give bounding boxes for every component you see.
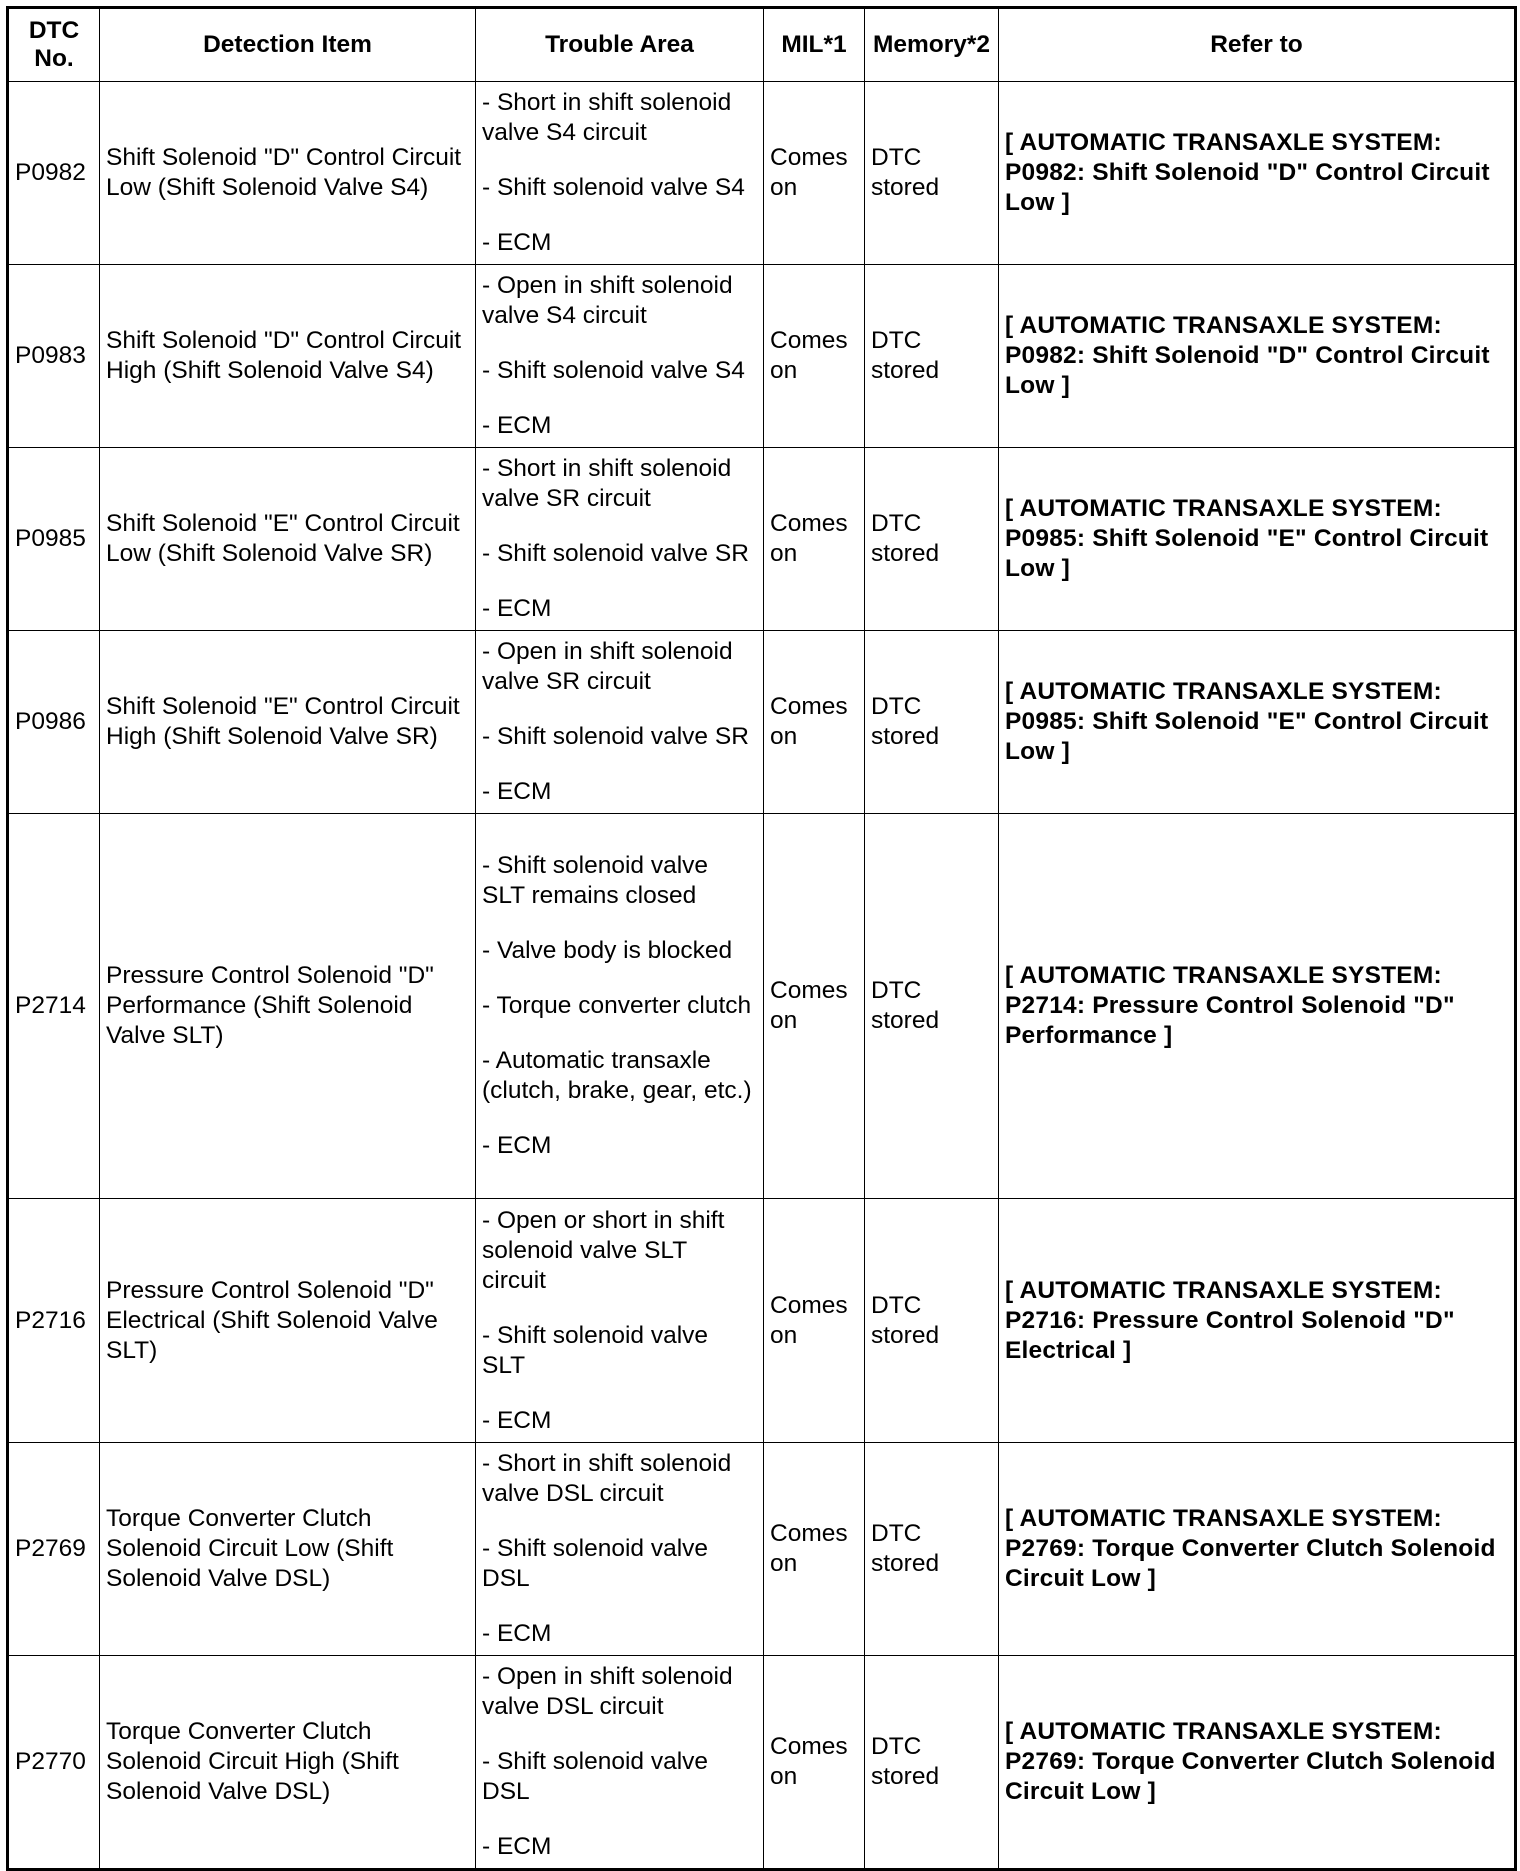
mil-status: Comes on [764,814,865,1199]
mil-status: Comes on [764,631,865,814]
trouble-area-item: - Torque converter clutch [482,992,752,1019]
refer-link-cell [999,82,1516,265]
refer-link[interactable]: [ AUTOMATIC TRANSAXLE SYSTEM: P2769: Torque Converter Clutch Solenoid Circuit Low ] [1005,1718,1496,1805]
trouble-area-item: - ECM [482,1132,552,1159]
trouble-area-item: - Shift solenoid valve SR [482,723,749,750]
detection-item: Shift Solenoid "D" Control Circuit Low (Shift Solenoid Valve S4) [100,82,476,265]
table-header-row [8,8,1516,82]
trouble-area [476,448,764,631]
refer-link-cell [999,814,1516,1199]
trouble-area-item: - Shift solenoid valve S4 [482,174,745,201]
trouble-area-item: - Shift solenoid valve S4 [482,357,745,384]
mil-status: Comes on [764,82,865,265]
detection-item: Pressure Control Solenoid "D" Performance (Shift Solenoid Valve SLT) [100,814,476,1199]
refer-link-cell [999,1656,1516,1870]
trouble-area-item: - ECM [482,1620,552,1647]
mil-status: Comes on [764,1443,865,1656]
table-row [8,265,1516,448]
refer-link[interactable]: [ AUTOMATIC TRANSAXLE SYSTEM: P0982: Shift Solenoid "D" Control Circuit Low ] [1005,312,1490,399]
header-refer-to: Refer to [999,8,1516,82]
table-row [8,448,1516,631]
refer-link-cell [999,448,1516,631]
dtc-code: P2769 [8,1443,100,1656]
trouble-area [476,265,764,448]
table-row [8,814,1516,1199]
detection-item: Torque Converter Clutch Solenoid Circuit High (Shift Solenoid Valve DSL) [100,1656,476,1870]
trouble-area-item: - ECM [482,229,552,256]
trouble-area-item: - Shift solenoid valve SLT remains closed [482,852,709,909]
trouble-area-item: - Automatic transaxle (clutch, brake, gear, etc.) [482,1047,752,1104]
trouble-area-item: - Shift solenoid valve SR [482,540,749,567]
dtc-code: P0983 [8,265,100,448]
refer-link[interactable]: [ AUTOMATIC TRANSAXLE SYSTEM: P2716: Pressure Control Solenoid "D" Electrical ] [1005,1276,1455,1364]
memory-status: DTC stored [865,1656,999,1870]
dtc-code: P0985 [8,448,100,631]
dtc-code: P2714 [8,814,100,1199]
table-row [8,631,1516,814]
refer-link-cell [999,631,1516,814]
dtc-code: P0986 [8,631,100,814]
trouble-area [476,631,764,814]
trouble-area-item: - Short in shift solenoid valve S4 circuit [482,89,732,146]
header-detection-item: Detection Item [100,8,476,82]
dtc-code: P2716 [8,1199,100,1443]
detection-item: Pressure Control Solenoid "D" Electrical (Shift Solenoid Valve SLT) [100,1199,476,1443]
trouble-area-item: - Shift solenoid valve DSL [482,1748,709,1805]
detection-item: Shift Solenoid "D" Control Circuit High (Shift Solenoid Valve S4) [100,265,476,448]
detection-item: Shift Solenoid "E" Control Circuit Low (Shift Solenoid Valve SR) [100,448,476,631]
trouble-area-item: - ECM [482,778,552,805]
table-row [8,1656,1516,1870]
refer-link[interactable]: [ AUTOMATIC TRANSAXLE SYSTEM: P0982: Shift Solenoid "D" Control Circuit Low ] [1005,129,1490,216]
header-dtc-no: DTC No. [8,8,100,82]
memory-status: DTC stored [865,631,999,814]
trouble-area [476,1443,764,1656]
refer-link[interactable]: [ AUTOMATIC TRANSAXLE SYSTEM: P2714: Pressure Control Solenoid "D" Performance ] [1005,962,1455,1049]
memory-status: DTC stored [865,82,999,265]
table-row [8,82,1516,265]
refer-link[interactable]: [ AUTOMATIC TRANSAXLE SYSTEM: P2769: Torque Converter Clutch Solenoid Circuit Low ] [1005,1505,1496,1592]
detection-item: Shift Solenoid "E" Control Circuit High (Shift Solenoid Valve SR) [100,631,476,814]
header-mil: MIL*1 [764,8,865,82]
header-trouble-area: Trouble Area [476,8,764,82]
trouble-area-item: - ECM [482,412,552,439]
refer-link-cell [999,265,1516,448]
memory-status: DTC stored [865,265,999,448]
refer-link-cell [999,1199,1516,1443]
refer-link[interactable]: [ AUTOMATIC TRANSAXLE SYSTEM: P0985: Shift Solenoid "E" Control Circuit Low ] [1005,495,1489,582]
memory-status: DTC stored [865,448,999,631]
mil-status: Comes on [764,1656,865,1870]
table-row [8,1443,1516,1656]
trouble-area [476,82,764,265]
trouble-area [476,1199,764,1443]
memory-status: DTC stored [865,1443,999,1656]
trouble-area-item: - Short in shift solenoid valve SR circuit [482,455,732,512]
dtc-table [6,6,1517,1871]
table-body [8,82,1516,1870]
detection-item: Torque Converter Clutch Solenoid Circuit Low (Shift Solenoid Valve DSL) [100,1443,476,1656]
trouble-area-item: - Open in shift solenoid valve SR circuit [482,638,733,695]
mil-status: Comes on [764,1199,865,1443]
trouble-area-item: - Short in shift solenoid valve DSL circuit [482,1450,732,1507]
refer-link[interactable]: [ AUTOMATIC TRANSAXLE SYSTEM: P0985: Shift Solenoid "E" Control Circuit Low ] [1005,678,1489,765]
header-memory: Memory*2 [865,8,999,82]
trouble-area-item: - Valve body is blocked [482,937,733,964]
trouble-area-item: - Shift solenoid valve DSL [482,1535,709,1592]
trouble-area-item: - Open in shift solenoid valve DSL circuit [482,1663,733,1720]
mil-status: Comes on [764,448,865,631]
mil-status: Comes on [764,265,865,448]
memory-status: DTC stored [865,1199,999,1443]
trouble-area [476,1656,764,1870]
trouble-area [476,814,764,1199]
refer-link-cell [999,1443,1516,1656]
table-row [8,1199,1516,1443]
trouble-area-item: - ECM [482,595,552,622]
dtc-code: P2770 [8,1656,100,1870]
trouble-area-item: - Shift solenoid valve SLT [482,1321,709,1379]
trouble-area-item: - ECM [482,1833,552,1860]
trouble-area-item: - Open or short in shift solenoid valve SLT circuit [482,1206,725,1294]
memory-status: DTC stored [865,814,999,1199]
trouble-area-item: - Open in shift solenoid valve S4 circuit [482,272,733,329]
dtc-code: P0982 [8,82,100,265]
trouble-area-item: - ECM [482,1406,552,1434]
